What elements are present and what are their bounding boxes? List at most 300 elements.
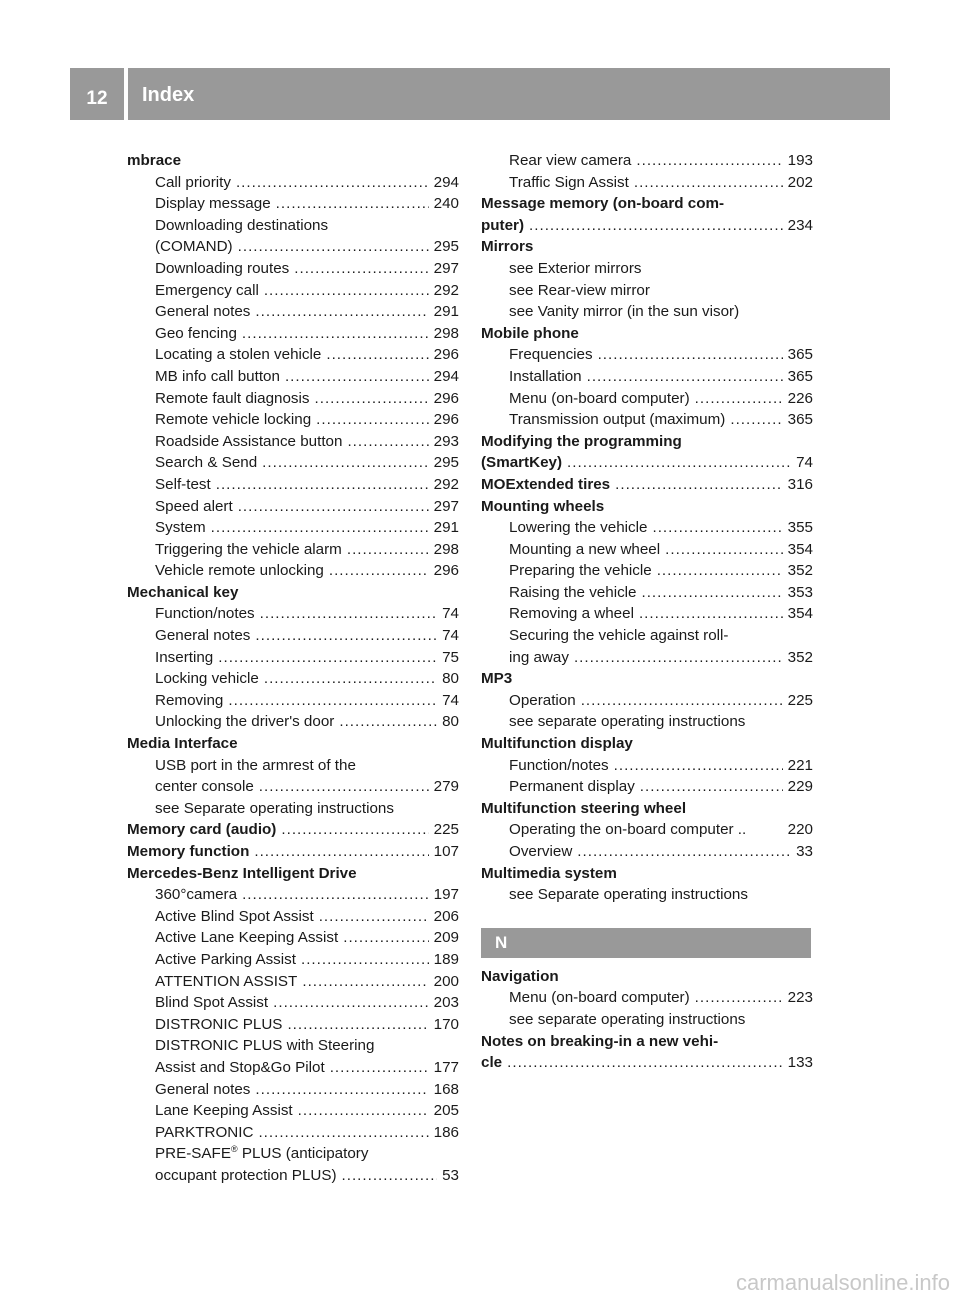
leader-dots xyxy=(587,366,783,388)
index-column-left xyxy=(127,150,459,1187)
entry-text: mbrace xyxy=(127,152,182,169)
entry-text: Memory card (audio) xyxy=(127,821,277,839)
leader-dots xyxy=(567,452,791,474)
index-entry xyxy=(481,733,813,755)
index-subentry xyxy=(127,431,459,453)
index-entry xyxy=(481,474,813,496)
entry-text: Active Lane Keeping Assist xyxy=(155,929,339,947)
page-reference[interactable]: 296 xyxy=(433,389,459,407)
entry-text: Memory function xyxy=(127,843,250,860)
index-subentry xyxy=(127,452,459,474)
leader-dots xyxy=(640,776,783,798)
entry-text: Self-test xyxy=(155,475,211,493)
entry-text-part: PLUS (anticipatory xyxy=(237,1145,369,1163)
index-subentry xyxy=(481,987,813,1009)
leader-dots xyxy=(262,452,428,474)
index-entry xyxy=(127,733,459,755)
leader-dots xyxy=(285,366,429,388)
leader-dots xyxy=(238,236,429,258)
page-reference[interactable]: 365 xyxy=(787,411,813,429)
index-subentry xyxy=(481,366,813,388)
page-reference[interactable]: 354 xyxy=(787,605,813,623)
entry-text: Downloading destinations xyxy=(155,216,329,234)
page-reference[interactable]: 279 xyxy=(433,778,459,796)
leader-dots xyxy=(216,474,429,496)
index-entry xyxy=(481,966,813,988)
page-reference[interactable]: 80 xyxy=(442,670,459,688)
entry-text: DISTRONIC PLUS xyxy=(155,1015,283,1033)
leader-dots xyxy=(255,301,428,323)
leader-dots xyxy=(238,496,429,518)
entry-text xyxy=(155,1143,368,1165)
entry-text: Mechanical key xyxy=(127,583,239,601)
index-subentry xyxy=(127,992,459,1014)
entry-text: Permanent display xyxy=(509,778,635,796)
page-reference[interactable]: 298 xyxy=(433,324,459,342)
leader-dots xyxy=(273,992,429,1014)
page-reference[interactable]: 221 xyxy=(787,756,813,774)
entry-text: Operation xyxy=(509,691,576,709)
page-reference[interactable]: 193 xyxy=(787,152,813,169)
entry-text: Overview xyxy=(509,843,573,860)
index-entry xyxy=(481,1031,813,1053)
leader-dots xyxy=(326,344,428,366)
leader-dots xyxy=(259,776,429,798)
page-reference[interactable]: 186 xyxy=(433,1123,459,1141)
entry-text: Active Blind Spot Assist xyxy=(155,907,314,925)
page-reference[interactable]: 296 xyxy=(433,562,459,580)
page-reference[interactable]: 352 xyxy=(787,562,813,580)
index-subentry xyxy=(127,603,459,625)
entry-text: Operating the on-board computer .. xyxy=(509,821,747,839)
spacer xyxy=(481,906,813,928)
index-subentry xyxy=(127,366,459,388)
entry-text: Traffic Sign Assist xyxy=(509,173,629,191)
leader-dots xyxy=(254,841,428,863)
page-reference[interactable]: 291 xyxy=(433,519,459,537)
page-reference[interactable]: 294 xyxy=(433,173,459,191)
entry-text: Assist and Stop&Go Pilot xyxy=(155,1058,325,1076)
index-entry xyxy=(127,863,459,885)
entry-text: General notes xyxy=(155,1080,251,1098)
index-subentry xyxy=(127,258,459,280)
page-reference[interactable]: 202 xyxy=(787,173,813,191)
index-subentry xyxy=(127,971,459,993)
entry-text: Call priority xyxy=(155,173,231,191)
page-reference[interactable]: 292 xyxy=(433,281,459,299)
page-reference[interactable]: 297 xyxy=(433,497,459,515)
index-subentry xyxy=(127,280,459,302)
leader-dots xyxy=(615,474,783,496)
leader-dots xyxy=(665,539,783,561)
entry-text: Mercedes-Benz Intelligent Drive xyxy=(127,864,357,882)
leader-dots xyxy=(242,323,429,345)
entry-text: Mobile phone xyxy=(481,324,579,342)
index-subentry xyxy=(481,172,813,194)
leader-dots xyxy=(614,755,783,777)
leader-dots xyxy=(264,280,429,302)
index-subentry xyxy=(127,388,459,410)
leader-dots xyxy=(264,668,437,690)
leader-dots xyxy=(330,1057,429,1079)
index-subentry xyxy=(481,1009,813,1031)
leader-dots xyxy=(634,172,783,194)
index-subentry xyxy=(481,539,813,561)
entry-text: Emergency call xyxy=(155,281,259,299)
leader-dots xyxy=(347,539,429,561)
leader-dots xyxy=(316,409,428,431)
entry-text: Function/notes xyxy=(155,605,255,623)
leader-dots xyxy=(218,647,437,669)
page-reference[interactable]: 295 xyxy=(433,238,459,256)
page-reference[interactable]: 209 xyxy=(433,929,459,947)
page-reference[interactable]: 220 xyxy=(787,821,813,839)
index-entry xyxy=(127,582,459,604)
index-subentry xyxy=(127,625,459,647)
index-subentry xyxy=(127,560,459,582)
entry-text: Remote fault diagnosis xyxy=(155,389,310,407)
index-subentry xyxy=(127,1165,459,1187)
entry-text: System xyxy=(155,519,206,537)
entry-text: DISTRONIC PLUS with Steering xyxy=(155,1037,375,1055)
index-subentry xyxy=(127,517,459,539)
entry-text: Raising the vehicle xyxy=(509,583,637,601)
page-reference[interactable]: 365 xyxy=(787,346,813,364)
index-subentry xyxy=(481,388,813,410)
index-subentry xyxy=(481,625,813,647)
entry-text: center console xyxy=(155,778,254,796)
entry-text: Installation xyxy=(509,367,582,385)
leader-dots xyxy=(641,582,782,604)
watermark: carmanualsonline.info xyxy=(735,1270,950,1295)
leader-dots xyxy=(342,1165,438,1187)
page-reference[interactable]: 107 xyxy=(433,843,459,860)
index-subentry xyxy=(481,819,813,841)
leader-dots xyxy=(255,1079,428,1101)
index-subentry xyxy=(481,280,813,302)
entry-text: puter) xyxy=(481,216,525,234)
index-subentry xyxy=(481,647,813,669)
entry-text: Blind Spot Assist xyxy=(155,994,269,1012)
index-subentry xyxy=(127,647,459,669)
index-subentry xyxy=(127,409,459,431)
leader-dots xyxy=(639,603,783,625)
page-reference[interactable]: 197 xyxy=(433,886,459,904)
leader-dots xyxy=(301,949,429,971)
section-letter: N xyxy=(481,928,811,958)
entry-text: Frequencies xyxy=(509,346,593,364)
leader-dots xyxy=(329,560,429,582)
entry-text: MOExtended tires xyxy=(481,475,611,493)
entry-text: Removing a wheel xyxy=(509,605,634,623)
entry-text: Remote vehicle locking xyxy=(155,411,312,429)
leader-dots xyxy=(577,841,791,863)
page-reference[interactable]: 316 xyxy=(787,475,813,493)
leader-dots xyxy=(255,625,437,647)
page-reference[interactable]: 292 xyxy=(433,475,459,493)
entry-text: USB port in the armrest of the xyxy=(155,756,356,774)
entry-text: Multimedia system xyxy=(481,864,617,882)
leader-dots xyxy=(574,647,783,669)
leader-dots xyxy=(302,971,428,993)
entry-text: Notes on breaking-in a new vehi- xyxy=(481,1032,719,1050)
leader-dots xyxy=(581,690,783,712)
index-entry xyxy=(481,193,813,215)
entry-text: see Separate operating instructions xyxy=(509,886,748,904)
page-reference[interactable]: 203 xyxy=(433,994,459,1012)
index-entry xyxy=(481,668,813,690)
index-subentry xyxy=(127,884,459,906)
page-reference[interactable]: 133 xyxy=(787,1054,813,1072)
entry-text: PARKTRONIC xyxy=(155,1123,254,1141)
entry-text: Multifunction display xyxy=(481,735,633,753)
leader-dots xyxy=(287,1014,428,1036)
index-subentry xyxy=(481,258,813,280)
page-reference[interactable]: 225 xyxy=(787,691,813,709)
index-subentry xyxy=(127,344,459,366)
index-subentry xyxy=(481,582,813,604)
entry-text: Rear view camera xyxy=(509,152,632,169)
entry-text: Roadside Assistance button xyxy=(155,432,343,450)
entry-text: Locating a stolen vehicle xyxy=(155,346,322,364)
page-reference[interactable]: 297 xyxy=(433,259,459,277)
page-header xyxy=(70,68,890,120)
entry-text: occupant protection PLUS) xyxy=(155,1166,337,1184)
page-reference[interactable]: 225 xyxy=(433,821,459,839)
entry-text: Preparing the vehicle xyxy=(509,562,652,580)
page-title: Index xyxy=(142,83,195,106)
entry-text: Removing xyxy=(155,691,224,709)
leader-dots xyxy=(730,409,782,431)
leader-dots xyxy=(319,906,429,928)
entry-text: see Vanity mirror (in the sun visor) xyxy=(509,303,740,321)
entry-text: Menu (on-board computer) xyxy=(509,989,690,1007)
index-subentry xyxy=(127,193,459,215)
entry-text: Mounting a new wheel xyxy=(509,540,661,558)
leader-dots xyxy=(695,388,783,410)
entry-text: Modifying the programming xyxy=(481,432,682,450)
registered-mark: ® xyxy=(230,1144,238,1155)
entry-text-part: PRE-SAFE xyxy=(155,1145,231,1163)
entry-text: General notes xyxy=(155,627,251,645)
entry-text: Transmission output (maximum) xyxy=(509,411,726,429)
entry-text: Media Interface xyxy=(127,735,238,753)
page-reference[interactable]: 189 xyxy=(433,950,459,968)
index-subentry xyxy=(481,409,813,431)
index-subentry xyxy=(481,517,813,539)
index-subentry xyxy=(127,1079,459,1101)
index-subentry xyxy=(127,906,459,928)
page-reference[interactable]: 33 xyxy=(796,843,813,860)
page-reference[interactable]: 206 xyxy=(433,907,459,925)
index-entry xyxy=(481,863,813,885)
index-entry xyxy=(127,150,459,172)
page-reference[interactable]: 226 xyxy=(787,389,813,407)
entry-text: Inserting xyxy=(155,648,214,666)
entry-text: see Separate operating instructions xyxy=(155,799,394,817)
entry-text: Function/notes xyxy=(509,756,609,774)
index-entry xyxy=(481,323,813,345)
index-entry xyxy=(481,496,813,518)
index-column-right xyxy=(481,150,813,1074)
index-entry xyxy=(481,452,813,474)
leader-dots xyxy=(636,150,782,172)
index-subentry xyxy=(127,1100,459,1122)
page-reference[interactable]: 355 xyxy=(787,519,813,537)
page-reference[interactable]: 354 xyxy=(787,540,813,558)
index-subentry xyxy=(481,150,813,172)
page-reference[interactable]: 365 xyxy=(787,367,813,385)
entry-text: see Rear-view mirror xyxy=(509,281,650,299)
index-subentry xyxy=(127,949,459,971)
page-reference[interactable]: 353 xyxy=(787,583,813,601)
index-subentry xyxy=(127,927,459,949)
leader-dots xyxy=(281,819,428,841)
index-subentry xyxy=(481,755,813,777)
page-reference[interactable]: 293 xyxy=(433,432,459,450)
page-reference[interactable]: 74 xyxy=(442,691,459,709)
index-subentry xyxy=(127,215,459,237)
page-reference[interactable]: 352 xyxy=(787,648,813,666)
entry-text: Search & Send xyxy=(155,454,258,472)
page-reference[interactable]: 205 xyxy=(433,1102,459,1120)
page-reference[interactable]: 80 xyxy=(442,713,459,731)
entry-text: (COMAND) xyxy=(155,238,233,256)
entry-text: Vehicle remote unlocking xyxy=(155,562,324,580)
page-reference[interactable]: 229 xyxy=(787,778,813,796)
leader-dots xyxy=(298,1100,429,1122)
index-entry xyxy=(481,431,813,453)
index-subentry xyxy=(127,690,459,712)
page-reference[interactable]: 240 xyxy=(433,195,459,213)
index-subentry xyxy=(127,755,459,777)
index-subentry xyxy=(481,841,813,863)
leader-dots xyxy=(529,215,783,237)
leader-dots xyxy=(507,1052,783,1074)
index-subentry xyxy=(127,1014,459,1036)
entry-text: Geo fencing xyxy=(155,324,237,342)
index-subentry xyxy=(127,172,459,194)
index-subentry xyxy=(127,236,459,258)
leader-dots xyxy=(228,690,437,712)
page-reference[interactable]: 74 xyxy=(442,627,459,645)
leader-dots xyxy=(339,711,437,733)
index-subentry xyxy=(127,301,459,323)
entry-text: Mounting wheels xyxy=(481,497,605,515)
index-subentry xyxy=(127,323,459,345)
index-entry xyxy=(481,236,813,258)
index-entry xyxy=(481,1052,813,1074)
entry-text: Triggering the vehicle alarm xyxy=(155,540,342,558)
index-subentry xyxy=(127,539,459,561)
leader-dots xyxy=(652,517,782,539)
entry-text: Message memory (on-board com- xyxy=(481,195,725,213)
index-subentry xyxy=(481,776,813,798)
entry-text: ATTENTION ASSIST xyxy=(155,972,298,990)
page-reference[interactable]: 177 xyxy=(433,1058,459,1076)
page-reference[interactable]: 74 xyxy=(796,454,813,472)
entry-text: see Exterior mirrors xyxy=(509,259,642,277)
index-entry xyxy=(127,841,459,863)
leader-dots xyxy=(260,603,437,625)
page-reference[interactable]: 170 xyxy=(433,1015,459,1033)
page-reference[interactable]: 223 xyxy=(787,989,813,1007)
page-reference[interactable]: 74 xyxy=(442,605,459,623)
page-reference[interactable]: 200 xyxy=(433,972,459,990)
entry-text: Unlocking the driver's door xyxy=(155,713,335,731)
leader-dots xyxy=(294,258,428,280)
index-subentry xyxy=(481,603,813,625)
leader-dots xyxy=(315,388,429,410)
entry-text: see separate operating instructions xyxy=(509,1010,746,1028)
entry-text: Lowering the vehicle xyxy=(509,519,648,537)
page-reference[interactable]: 75 xyxy=(442,648,459,666)
entry-text: Locking vehicle xyxy=(155,670,259,688)
entry-text: Speed alert xyxy=(155,497,233,515)
entry-text: see separate operating instructions xyxy=(509,713,746,731)
leader-dots xyxy=(598,344,783,366)
leader-dots xyxy=(343,927,428,949)
page-reference[interactable]: 296 xyxy=(433,411,459,429)
leader-dots xyxy=(236,172,429,194)
index-subentry xyxy=(127,1057,459,1079)
entry-text: Navigation xyxy=(481,967,559,985)
entry-text: Downloading routes xyxy=(155,259,290,277)
page-reference[interactable]: 291 xyxy=(433,303,459,321)
page-reference[interactable]: 295 xyxy=(433,454,459,472)
page-reference[interactable]: 298 xyxy=(433,540,459,558)
index-subentry xyxy=(127,474,459,496)
index-subentry xyxy=(481,711,813,733)
index-entry xyxy=(481,798,813,820)
entry-text: 360°camera xyxy=(155,886,238,904)
index-entry xyxy=(481,215,813,237)
entry-text: (SmartKey) xyxy=(481,454,563,472)
entry-text: cle xyxy=(481,1054,503,1072)
index-subentry xyxy=(127,668,459,690)
index-subentry xyxy=(127,1143,459,1165)
entry-text: MP3 xyxy=(481,670,513,688)
entry-text: Active Parking Assist xyxy=(155,950,296,968)
index-subentry xyxy=(481,560,813,582)
index-subentry xyxy=(481,301,813,323)
index-subentry xyxy=(127,798,459,820)
page-reference[interactable]: 234 xyxy=(787,216,813,234)
entry-text: Multifunction steering wheel xyxy=(481,799,687,817)
page-reference[interactable]: 294 xyxy=(433,367,459,385)
entry-text: ing away xyxy=(509,648,569,666)
page-reference[interactable]: 168 xyxy=(433,1080,459,1098)
page-number: 12 xyxy=(86,88,108,109)
index-subentry xyxy=(127,776,459,798)
entry-text: Securing the vehicle against roll- xyxy=(509,627,729,645)
leader-dots xyxy=(242,884,429,906)
leader-dots xyxy=(276,193,429,215)
entry-text: General notes xyxy=(155,303,251,321)
leader-dots xyxy=(211,517,429,539)
entry-text: Display message xyxy=(155,195,271,213)
index-subentry xyxy=(127,496,459,518)
page-reference[interactable]: 296 xyxy=(433,346,459,364)
index-entry xyxy=(127,819,459,841)
index-subentry xyxy=(127,1122,459,1144)
index-subentry xyxy=(481,884,813,906)
index-subentry xyxy=(481,344,813,366)
page-reference[interactable]: 53 xyxy=(442,1166,459,1184)
index-subentry xyxy=(127,711,459,733)
entry-text: Lane Keeping Assist xyxy=(155,1102,293,1120)
entry-text: Mirrors xyxy=(481,238,534,256)
